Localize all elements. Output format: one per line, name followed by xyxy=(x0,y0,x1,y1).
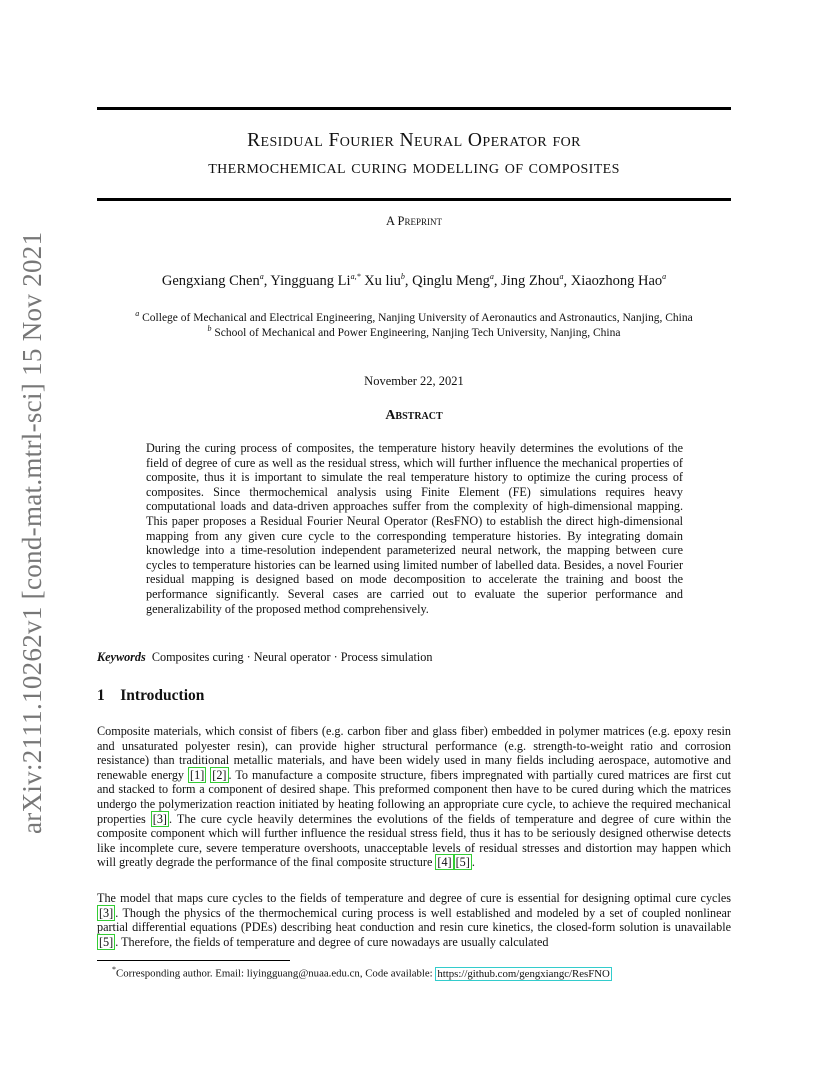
author-affiliation-mark: a xyxy=(489,272,494,281)
intro-paragraph-2 xyxy=(97,891,731,949)
paragraph-text: . Therefore, the fields of temperature and degree of cure nowadays are usually calculated xyxy=(115,934,549,949)
paper-date: November 22, 2021 xyxy=(364,374,464,388)
keywords-label: Keywords xyxy=(97,650,146,664)
paper-title-line-2: thermochemical curing modelling of composites xyxy=(208,157,620,178)
author-name: Qinglu Meng xyxy=(412,272,490,289)
author-affiliation-mark: a xyxy=(259,272,264,281)
citation-link[interactable]: [4] xyxy=(437,855,452,870)
keywords xyxy=(97,650,432,665)
title-top-rule xyxy=(97,107,731,110)
footnote xyxy=(112,965,612,980)
citation-link[interactable]: [5] xyxy=(455,855,470,870)
abstract-heading: Abstract xyxy=(385,408,443,423)
footnote-rule xyxy=(97,960,290,961)
footnote-mark: * xyxy=(112,965,116,974)
paragraph-text: . The cure cycle heavily determines the evolutions of the fields of temperature and degree of cure within the composite component which will further influence the residual stress field, thus it has to be seriously designed otherwise detects like incomplete cure, severe temperature overshoots, unacceptable levels of residual stresses and distortion may happen which will greatly degrade the performance of the final composite structure xyxy=(97,811,731,870)
section-number: 1 xyxy=(97,687,105,704)
arxiv-identifier: arXiv:2111.10262v1 [cond-mat.mtrl-sci] 15 Nov 2021 xyxy=(17,231,47,834)
author-affiliation-mark: a,* xyxy=(350,272,361,281)
footnote-text: Corresponding author. Email: liyingguang@nuaa.edu.cn, Code available: xyxy=(116,967,436,980)
paragraph-text: The model that maps cure cycles to the fields of temperature and degree of cure is essential for designing optimal cure cycles xyxy=(97,891,731,905)
code-repository-link[interactable]: https://github.com/gengxiangc/ResFNO xyxy=(437,967,610,980)
paragraph-text: Composite materials, which consist of fibers (e.g. carbon fiber and glass fiber) embedded in polymer matrices (e.g. epoxy resin and unsaturated polyester resin), can provide higher structural performance (e.g. strength-to-weight ratio and corrosion resistance) than traditional metallic materials, and have been widely used in many fields including aerospace, automotive and renewable energy xyxy=(97,724,731,782)
author-name: Gengxiang Chen xyxy=(161,272,260,289)
affiliation-b xyxy=(97,321,731,341)
author-name: Xu liu xyxy=(364,272,401,289)
author-affiliation-mark: b xyxy=(400,272,405,281)
section-title: Introduction xyxy=(120,687,205,704)
author-affiliation-mark: a xyxy=(662,272,667,281)
affiliation-a-text: College of Mechanical and Electrical Engineering, Nanjing University of Aeronautics and Astronautics, Nanjing, China xyxy=(142,311,693,324)
author-name: Jing Zhou xyxy=(501,272,560,289)
author-name: Xiaozhong Hao xyxy=(570,272,663,289)
author-list: Gengxiang Chen$^a$, Yingguang $Li^{a,*}$ Xu liu$^b$, Qinglu Meng$^a$, Jing Zhou$^a$, Xiaozhong Hao$^a$ xyxy=(161,272,667,289)
citation-link[interactable]: [1] xyxy=(190,767,205,782)
affiliation-mark: b xyxy=(207,324,212,333)
author-name: Yingguang Li xyxy=(270,272,351,289)
paragraph-text: . To manufacture a composite structure, fibers impregnated with partially cured matrices are first cut and stacked to form a component of desired shape. This preformed component then have to be cured during which the matrices undergo the polymerization reaction initiated by heating following an appropriate cure cycle, to achieve the required mechanical properties xyxy=(97,767,731,826)
intro-paragraph-1 xyxy=(97,724,731,870)
affiliation-mark: a xyxy=(135,309,140,318)
keywords-list: Composites curing · Neural operator · Process simulation xyxy=(151,650,433,664)
preprint-label: A Preprint xyxy=(386,214,442,228)
affiliation-b-text: School of Mechanical and Power Engineering, Nanjing Tech University, Nanjing, China xyxy=(214,326,621,339)
citation-link[interactable]: [5] xyxy=(99,934,114,949)
citation-link[interactable]: [3] xyxy=(152,811,167,826)
title-bottom-rule xyxy=(97,198,731,201)
citation-link[interactable]: [3] xyxy=(99,905,114,920)
paragraph-text: . xyxy=(471,855,475,870)
section-heading xyxy=(97,687,204,705)
abstract-text: During the curing process of composites, the temperature history heavily determines the evolutions of the field of degree of cure as well as the residual stress, which will further influence the mechanical properties of composite, thus it is important to simulate the real temperature history to optimize the curing process of composites. Since thermochemical analysis using Finite Element (FE) simulations requires heavy computational loads and data-driven approaches suffer from the complexity of high-dimensional mapping. This paper proposes a Residual Fourier Neural Operator (ResFNO) to establish the direct high-dimensional mapping from any given cure cycle to the corresponding temperature histories. By integrating domain knowledge into a time-resolution independent parameterized neural network, the mapping between cure cycles to temperature histories can be learned using limited number of labelled data. Besides, a novel Fourier residual mapping is designed based on mode decomposition to accelerate the training and boost the performance significantly. Several cases are carried out to evaluate the superior performance and generalizability of the proposed method comprehensively. xyxy=(146,441,683,616)
citation-link[interactable]: [2] xyxy=(212,767,227,782)
author-affiliation-mark: a xyxy=(559,272,564,281)
paragraph-text: . Though the physics of the thermochemical curing process is well established and modeled by a set of coupled nonlinear partial differential equations (PDEs) describing heat conduction and resin cure kinetics, the closed-form solution is unavailable xyxy=(97,905,731,935)
paper-title-line-1: Residual Fourier Neural Operator for xyxy=(247,130,581,151)
